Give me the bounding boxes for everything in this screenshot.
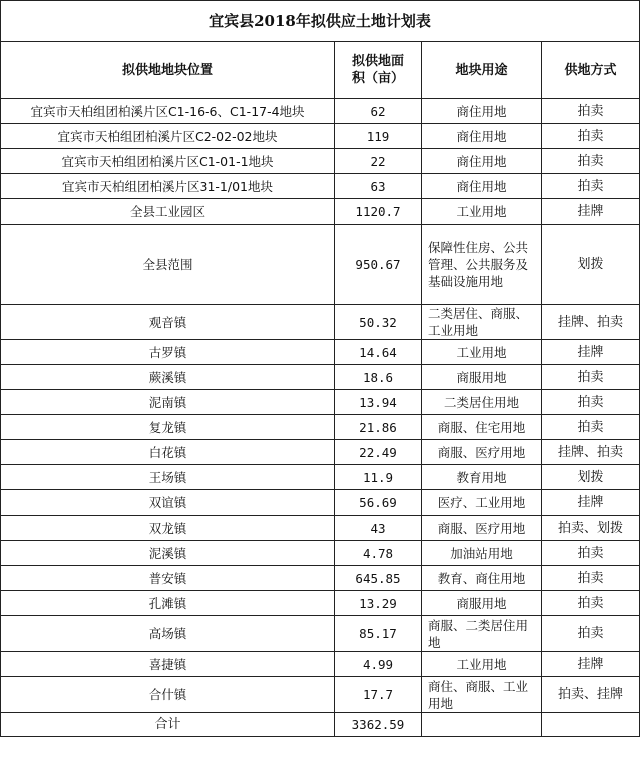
- cell-area: 11.9: [335, 465, 422, 490]
- header-usage: 地块用途: [422, 42, 542, 99]
- cell-area: 950.67: [335, 225, 422, 305]
- cell-method: 挂牌: [542, 652, 640, 677]
- table-row: [1, 390, 640, 415]
- cell-area: 85.17: [335, 616, 422, 652]
- table-row: [1, 149, 640, 174]
- cell-usage: 商住用地: [422, 124, 542, 149]
- cell-method: 挂牌、拍卖: [542, 305, 640, 340]
- cell-method: 划拨: [542, 465, 640, 490]
- cell-location: 观音镇: [1, 305, 335, 340]
- header-area-line2: 积（亩）: [351, 71, 404, 86]
- cell-location: 双龙镇: [1, 516, 335, 541]
- table-row: [1, 124, 640, 149]
- cell-area: 119: [335, 124, 422, 149]
- table-row: [1, 415, 640, 440]
- cell-method: 拍卖: [542, 124, 640, 149]
- cell-method: 拍卖、划拨: [542, 516, 640, 541]
- cell-location: 蕨溪镇: [1, 365, 335, 390]
- header-area: [335, 42, 422, 99]
- cell-usage: 二类居住、商服、工业用地: [422, 305, 542, 340]
- cell-area: 62: [335, 99, 422, 124]
- table-title: 宜宾县2018年拟供应土地计划表: [1, 1, 640, 42]
- cell-method: 挂牌: [542, 340, 640, 365]
- cell-location: 全县工业园区: [1, 199, 335, 225]
- cell-area: 4.99: [335, 652, 422, 677]
- cell-location: 白花镇: [1, 440, 335, 465]
- cell-method: 划拨: [542, 225, 640, 305]
- cell-usage: 商服、二类居住用地: [422, 616, 542, 652]
- cell-location: 合什镇: [1, 677, 335, 713]
- cell-method: 拍卖: [542, 99, 640, 124]
- table-row: [1, 591, 640, 616]
- cell-method: 拍卖: [542, 365, 640, 390]
- cell-location: 普安镇: [1, 566, 335, 591]
- table-row: [1, 677, 640, 713]
- cell-usage: 保障性住房、公共管理、公共服务及基础设施用地: [422, 225, 542, 305]
- cell-usage: 二类居住用地: [422, 390, 542, 415]
- cell-area: 1120.7: [335, 199, 422, 225]
- cell-area: 18.6: [335, 365, 422, 390]
- cell-method: 拍卖: [542, 591, 640, 616]
- cell-usage: 教育、商住用地: [422, 566, 542, 591]
- cell-area: 645.85: [335, 566, 422, 591]
- table-row: [1, 174, 640, 199]
- table-row: [1, 440, 640, 465]
- header-method: 供地方式: [542, 42, 640, 99]
- total-area: 3362.59: [335, 713, 422, 737]
- cell-area: 21.86: [335, 415, 422, 440]
- cell-usage: 教育用地: [422, 465, 542, 490]
- total-usage: [422, 713, 542, 737]
- cell-usage: 商服用地: [422, 591, 542, 616]
- cell-usage: 商服、医疗用地: [422, 440, 542, 465]
- cell-area: 14.64: [335, 340, 422, 365]
- cell-area: 22: [335, 149, 422, 174]
- cell-method: 挂牌: [542, 199, 640, 225]
- cell-method: 拍卖: [542, 174, 640, 199]
- cell-location: 王场镇: [1, 465, 335, 490]
- total-row: [1, 713, 640, 737]
- cell-usage: 商住、商服、工业用地: [422, 677, 542, 713]
- total-label: 合计: [1, 713, 335, 737]
- cell-usage: 商服用地: [422, 365, 542, 390]
- cell-usage: 工业用地: [422, 340, 542, 365]
- table-row: [1, 99, 640, 124]
- table-row: [1, 566, 640, 591]
- table-row: [1, 541, 640, 566]
- title-row: [1, 1, 640, 42]
- cell-location: 宜宾市天柏组团柏溪片区C1-16-6、C1-17-4地块: [1, 99, 335, 124]
- cell-method: 挂牌、拍卖: [542, 440, 640, 465]
- table-row: [1, 199, 640, 225]
- cell-usage: 工业用地: [422, 199, 542, 225]
- cell-usage: 商服、医疗用地: [422, 516, 542, 541]
- cell-location: 宜宾市天柏组团柏溪片区C1-01-1地块: [1, 149, 335, 174]
- cell-method: 拍卖: [542, 541, 640, 566]
- header-row: [1, 42, 640, 99]
- table-row: [1, 365, 640, 390]
- cell-location: 泥南镇: [1, 390, 335, 415]
- cell-area: 4.78: [335, 541, 422, 566]
- cell-method: 拍卖: [542, 390, 640, 415]
- table-row: [1, 652, 640, 677]
- table-row: [1, 465, 640, 490]
- cell-area: 56.69: [335, 490, 422, 516]
- cell-area: 43: [335, 516, 422, 541]
- cell-method: 拍卖: [542, 415, 640, 440]
- table-row: [1, 340, 640, 365]
- cell-method: 拍卖、挂牌: [542, 677, 640, 713]
- cell-usage: 商住用地: [422, 99, 542, 124]
- cell-location: 古罗镇: [1, 340, 335, 365]
- table-row: [1, 616, 640, 652]
- cell-usage: 商住用地: [422, 174, 542, 199]
- cell-area: 63: [335, 174, 422, 199]
- header-location: 拟供地地块位置: [1, 42, 335, 99]
- cell-area: 13.94: [335, 390, 422, 415]
- cell-location: 全县范围: [1, 225, 335, 305]
- cell-area: 50.32: [335, 305, 422, 340]
- cell-location: 双谊镇: [1, 490, 335, 516]
- table-row: [1, 305, 640, 340]
- cell-usage: 工业用地: [422, 652, 542, 677]
- cell-location: 高场镇: [1, 616, 335, 652]
- cell-location: 泥溪镇: [1, 541, 335, 566]
- cell-method: 拍卖: [542, 566, 640, 591]
- cell-method: 拍卖: [542, 616, 640, 652]
- cell-location: 喜捷镇: [1, 652, 335, 677]
- cell-location: 宜宾市天柏组团柏溪片区31-1/01地块: [1, 174, 335, 199]
- cell-usage: 商住用地: [422, 149, 542, 174]
- cell-location: 复龙镇: [1, 415, 335, 440]
- cell-location: 宜宾市天柏组团柏溪片区C2-02-02地块: [1, 124, 335, 149]
- cell-area: 13.29: [335, 591, 422, 616]
- cell-usage: 商服、住宅用地: [422, 415, 542, 440]
- table-row: [1, 490, 640, 516]
- header-area-line1: 拟供地面: [351, 54, 404, 69]
- cell-method: 挂牌: [542, 490, 640, 516]
- cell-area: 22.49: [335, 440, 422, 465]
- cell-area: 17.7: [335, 677, 422, 713]
- cell-method: 拍卖: [542, 149, 640, 174]
- table-row: [1, 516, 640, 541]
- total-method: [542, 713, 640, 737]
- cell-usage: 加油站用地: [422, 541, 542, 566]
- table-row: [1, 225, 640, 305]
- cell-usage: 医疗、工业用地: [422, 490, 542, 516]
- cell-location: 孔滩镇: [1, 591, 335, 616]
